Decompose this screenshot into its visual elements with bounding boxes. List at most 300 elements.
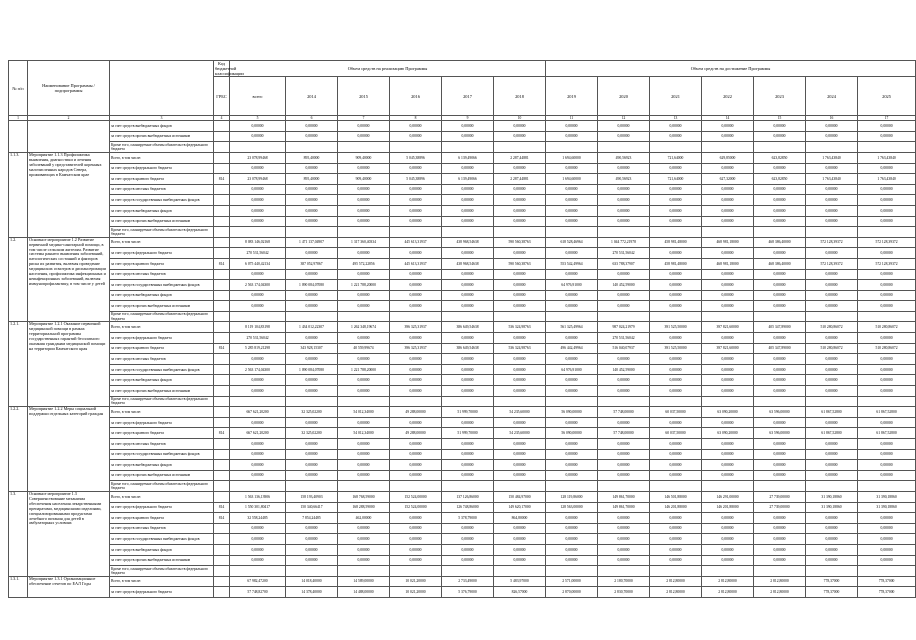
column-number: 14: [702, 116, 754, 121]
column-number: 12: [598, 116, 650, 121]
year-value: 0,00000: [650, 131, 702, 142]
budget-code: [214, 216, 230, 227]
year-value: 0,00000: [442, 184, 494, 195]
year-value: 0,00000: [442, 301, 494, 312]
table-header: [9, 61, 916, 121]
year-value: [702, 566, 754, 577]
year-value: 536 324,98763: [494, 343, 546, 354]
column-number: 9: [442, 116, 494, 121]
budget-code: [214, 301, 230, 312]
year-value: 14 589,00000: [338, 576, 390, 587]
funding-source: за счет средств местных бюджетов: [110, 523, 214, 534]
year-value: 1 763,43840: [858, 174, 916, 185]
year-value: 0,00000: [702, 544, 754, 555]
funding-source: Всего, в том числе:: [110, 407, 214, 418]
year-value: 0,00000: [598, 301, 650, 312]
table-row: [9, 566, 916, 577]
year-value: 2 287,44881: [494, 174, 546, 185]
year-value: [442, 311, 494, 322]
year-value: 150 340,66417: [286, 502, 338, 513]
funding-source: Кроме того, планируемые объемы обязательств федерального бюджета: [110, 396, 214, 407]
year-value: 0,00000: [702, 195, 754, 206]
year-value: [442, 396, 494, 407]
year-value: 150 484,97000: [494, 491, 546, 502]
funding-source: за счет средств федерального бюджета: [110, 587, 214, 598]
year-value: 0,00000: [598, 216, 650, 227]
funding-source: Всего, в том числе:: [110, 152, 214, 163]
year-value: 0,00000: [598, 417, 650, 428]
year-value: 149 620,17000: [494, 502, 546, 513]
year-value: 0,00000: [494, 375, 546, 386]
year-value: 0,00000: [806, 195, 858, 206]
table-row: [9, 216, 916, 227]
year-value: 0,00000: [286, 333, 338, 344]
year-value: 0,00000: [338, 269, 390, 280]
year-value: 0,00000: [702, 555, 754, 566]
year-value: 2 812,80000: [650, 576, 702, 587]
year-value: 0,00000: [598, 184, 650, 195]
year-value: 14 488,00000: [338, 587, 390, 598]
year-value: 0,00000: [754, 513, 806, 524]
year-value: 0,00000: [806, 449, 858, 460]
year-value: 396 325,31937: [390, 343, 442, 354]
budget-code: [214, 131, 230, 142]
year-value: 0,00000: [390, 269, 442, 280]
year-value: 49 288,00000: [390, 407, 442, 418]
year-value: 0,00000: [390, 205, 442, 216]
activity-name: Мероприятие 1.1.3 Профилактика выявления, диагностики и лечения заболеваний у представителей коренных малочисленных народов Севера, проживающих в Камчатском крае: [28, 152, 110, 237]
year-value: 536 324,98763: [494, 322, 546, 333]
year-value: 146 501,88000: [650, 491, 702, 502]
year-value: [390, 566, 442, 577]
year-value: [598, 396, 650, 407]
year-value: 0,00000: [286, 386, 338, 397]
year-value: [494, 227, 546, 238]
funding-source: за счет средств прочих внебюджетных источников: [110, 131, 214, 142]
year-value: 0,00000: [806, 470, 858, 481]
year-value: 0,00000: [858, 216, 916, 227]
table-row: [9, 439, 916, 450]
year-value: 2 287,44881: [494, 152, 546, 163]
year-value: 0,00000: [754, 163, 806, 174]
year-value: 0,00000: [650, 449, 702, 460]
budget-code: [214, 290, 230, 301]
year-value: 60 037,50000: [650, 428, 702, 439]
year-value: 0,00000: [598, 523, 650, 534]
funding-source: за счет средств краевого бюджета: [110, 428, 214, 439]
year-value: 458 981,48000: [650, 258, 702, 269]
funding-source: за счет средств внебюджетных фондов: [110, 290, 214, 301]
year-value: 510 280,86072: [858, 322, 916, 333]
year-value: 0,00000: [442, 195, 494, 206]
year-value: 458 981,48000: [650, 237, 702, 248]
year-value: 0,00000: [390, 354, 442, 365]
table-row: [9, 428, 916, 439]
year-value: 0,00000: [598, 195, 650, 206]
year-value: 590 560,38763: [494, 237, 546, 248]
total-value: 0,00000: [230, 375, 286, 386]
year-value: 0,00000: [598, 439, 650, 450]
budget-code: 814: [214, 502, 230, 513]
year-value: 405 347,89000: [754, 343, 806, 354]
budget-code: [214, 460, 230, 471]
column-number: 3: [110, 116, 214, 121]
year-value: 0,00000: [806, 131, 858, 142]
year-value: 0,00000: [390, 439, 442, 450]
year-value: 0,00000: [546, 417, 598, 428]
year-value: 0,00000: [598, 121, 650, 132]
year-value: 5 045,38896: [390, 152, 442, 163]
funding-source: за счет средств краевого бюджета: [110, 258, 214, 269]
year-value: 0,00000: [494, 184, 546, 195]
year-value: [806, 396, 858, 407]
year-value: 0,00000: [390, 216, 442, 227]
year-value: 0,00000: [754, 301, 806, 312]
year-value: 0,00000: [338, 248, 390, 259]
funding-source: за счет средств внебюджетных фондов: [110, 375, 214, 386]
header-year: 2025: [858, 77, 916, 116]
year-value: 0,00000: [546, 290, 598, 301]
year-value: 0,00000: [754, 449, 806, 460]
funding-source: Кроме того, планируемые объемы обязательств федерального бюджета: [110, 481, 214, 492]
year-value: 0,00000: [650, 248, 702, 259]
year-value: 510 280,86072: [806, 322, 858, 333]
budget-code: [214, 587, 230, 598]
budget-code: [214, 227, 230, 238]
year-value: 0,00000: [806, 216, 858, 227]
budget-code: [214, 375, 230, 386]
year-value: 572 128,39372: [858, 237, 916, 248]
total-value: 0,00000: [230, 354, 286, 365]
year-value: 0,00000: [442, 470, 494, 481]
year-value: 0,00000: [338, 555, 390, 566]
year-value: 0,00000: [754, 131, 806, 142]
budget-code: [214, 470, 230, 481]
year-value: 0,00000: [858, 269, 916, 280]
year-value: 0,00000: [754, 121, 806, 132]
year-value: [754, 227, 806, 238]
year-value: 54 012,34000: [338, 407, 390, 418]
year-value: [858, 142, 916, 153]
year-value: 445 613,31937: [390, 237, 442, 248]
year-value: 0,00000: [442, 449, 494, 460]
budget-code: [214, 163, 230, 174]
total-value: 5 285 819,21298: [230, 343, 286, 354]
year-value: 270 531,56042: [598, 248, 650, 259]
year-value: 396 325,31937: [390, 322, 442, 333]
year-value: [390, 481, 442, 492]
year-value: 778,37000: [858, 576, 916, 587]
budget-table: [8, 60, 916, 598]
total-value: 1 563 136,13906: [230, 491, 286, 502]
year-value: 445 613,31937: [390, 258, 442, 269]
year-value: [338, 396, 390, 407]
budget-code: [214, 491, 230, 502]
year-value: 0,00000: [754, 184, 806, 195]
table-row: [9, 375, 916, 386]
total-value: 32 558,24485: [230, 513, 286, 524]
year-value: 2 812,80000: [754, 576, 806, 587]
funding-source: за счет средств местных бюджетов: [110, 184, 214, 195]
year-value: 0,00000: [390, 163, 442, 174]
budget-code: [214, 354, 230, 365]
total-value: 0,00000: [230, 439, 286, 450]
year-value: 618 528,46964: [546, 237, 598, 248]
year-value: [754, 396, 806, 407]
funding-source: за счет средств государственных внебюджетных фондов: [110, 195, 214, 206]
table-row: [9, 587, 916, 598]
year-value: 2 812,80000: [650, 587, 702, 598]
year-value: 0,00000: [650, 460, 702, 471]
year-value: 0,00000: [858, 131, 916, 142]
year-value: 391 525,50000: [650, 322, 702, 333]
total-value: 0,00000: [230, 534, 286, 545]
funding-source: за счет средств федерального бюджета: [110, 163, 214, 174]
year-value: [650, 142, 702, 153]
year-value: 0,00000: [286, 555, 338, 566]
year-value: 0,00000: [286, 195, 338, 206]
year-value: 32 325,02200: [286, 428, 338, 439]
year-value: 1 317 360,40334: [338, 237, 390, 248]
year-value: 6 139,49066: [442, 174, 494, 185]
column-number: 7: [338, 116, 390, 121]
funding-source: за счет средств внебюджетных фондов: [110, 544, 214, 555]
year-value: [546, 227, 598, 238]
year-value: 1 044 772,21978: [598, 237, 650, 248]
year-value: 0,00000: [390, 417, 442, 428]
year-value: 0,00000: [338, 470, 390, 481]
activity-name: [28, 121, 110, 153]
budget-code: [214, 417, 230, 428]
table-row: [9, 523, 916, 534]
year-value: 0,00000: [442, 354, 494, 365]
year-value: 0,00000: [650, 216, 702, 227]
column-number: 11: [546, 116, 598, 121]
row-number: 1.3.1.: [9, 576, 28, 597]
year-value: 0,00000: [442, 280, 494, 291]
year-value: 0,00000: [442, 269, 494, 280]
year-value: 146 291,00000: [702, 491, 754, 502]
year-value: 0,00000: [390, 248, 442, 259]
year-value: 0,00000: [390, 184, 442, 195]
year-value: 0,00000: [546, 513, 598, 524]
year-value: 0,00000: [806, 513, 858, 524]
year-value: 0,00000: [754, 205, 806, 216]
year-value: 49 288,00000: [390, 428, 442, 439]
year-value: 0,00000: [754, 523, 806, 534]
year-value: [286, 227, 338, 238]
year-value: [650, 396, 702, 407]
year-value: 0,00000: [494, 354, 546, 365]
year-value: 909,40000: [338, 174, 390, 185]
year-value: 61 867,52800: [858, 428, 916, 439]
year-value: 1 262 348,19674: [338, 322, 390, 333]
year-value: 0,00000: [494, 269, 546, 280]
year-value: 0,00000: [858, 386, 916, 397]
year-value: 0,00000: [546, 195, 598, 206]
year-value: 0,00000: [338, 290, 390, 301]
year-value: [338, 142, 390, 153]
year-value: [442, 142, 494, 153]
header-year: 2015: [338, 77, 390, 116]
total-value: 0,00000: [230, 121, 286, 132]
year-value: 1 090 084,07080: [286, 280, 338, 291]
year-value: 0,00000: [754, 280, 806, 291]
year-value: 0,00000: [338, 544, 390, 555]
year-value: 0,00000: [546, 131, 598, 142]
year-value: 0,00000: [494, 364, 546, 375]
year-value: 0,00000: [858, 449, 916, 460]
budget-code: [214, 407, 230, 418]
year-value: 0,00000: [546, 439, 598, 450]
year-value: 1 694,60000: [546, 152, 598, 163]
year-value: 0,00000: [806, 386, 858, 397]
budget-code: [214, 269, 230, 280]
table-row: [9, 555, 916, 566]
year-value: 627,32000: [702, 174, 754, 185]
year-value: 0,00000: [598, 555, 650, 566]
year-value: 0,00000: [338, 205, 390, 216]
table-row: [9, 386, 916, 397]
table-row: [9, 470, 916, 481]
year-value: 0,00000: [442, 460, 494, 471]
year-value: 0,00000: [286, 523, 338, 534]
year-value: 6 139,49066: [442, 152, 494, 163]
year-value: 140 452,59000: [598, 280, 650, 291]
year-value: 0,00000: [338, 195, 390, 206]
year-value: 0,00000: [650, 333, 702, 344]
year-value: 343 928,15307: [286, 343, 338, 354]
year-value: 0,00000: [702, 460, 754, 471]
year-value: 0,00000: [546, 301, 598, 312]
total-value: 67 982,47200: [230, 576, 286, 587]
year-value: 0,00000: [546, 555, 598, 566]
year-value: 0,00000: [286, 269, 338, 280]
funding-source: за счет средств местных бюджетов: [110, 269, 214, 280]
year-value: [546, 142, 598, 153]
year-value: 629,85000: [702, 152, 754, 163]
year-value: 778,37000: [806, 576, 858, 587]
year-value: 590 560,38763: [494, 258, 546, 269]
total-value: 0,00000: [230, 163, 286, 174]
year-value: 1 434 012,22307: [286, 322, 338, 333]
year-value: 0,00000: [650, 354, 702, 365]
year-value: 0,00000: [754, 290, 806, 301]
budget-code: [214, 152, 230, 163]
table-row: [9, 301, 916, 312]
total-value: 667 621,20200: [230, 428, 286, 439]
year-value: 0,00000: [650, 290, 702, 301]
year-value: 0,00000: [494, 417, 546, 428]
year-value: 0,00000: [754, 269, 806, 280]
year-value: 0,00000: [702, 333, 754, 344]
year-value: 0,00000: [650, 417, 702, 428]
year-value: 468 981,18000: [702, 258, 754, 269]
year-value: 0,00000: [494, 216, 546, 227]
year-value: [390, 142, 442, 153]
year-value: 0,00000: [806, 544, 858, 555]
year-value: 895,40000: [286, 174, 338, 185]
table-row: [9, 280, 916, 291]
table-row: [9, 248, 916, 259]
year-value: [442, 481, 494, 492]
year-value: 0,00000: [286, 248, 338, 259]
year-value: 572 128,39372: [806, 258, 858, 269]
year-value: 0,00000: [390, 449, 442, 460]
year-value: 0,00000: [806, 280, 858, 291]
table-row: [9, 417, 916, 428]
total-value: 1 550 301,80417: [230, 502, 286, 513]
year-value: 0,00000: [494, 301, 546, 312]
year-value: [858, 311, 916, 322]
year-value: 0,00000: [390, 364, 442, 375]
year-value: 0,00000: [858, 523, 916, 534]
year-value: [702, 396, 754, 407]
year-value: [702, 227, 754, 238]
year-value: 0,00000: [702, 280, 754, 291]
year-value: 63 596,00000: [754, 428, 806, 439]
year-value: [390, 311, 442, 322]
year-value: [338, 311, 390, 322]
year-value: 0,00000: [442, 534, 494, 545]
year-value: 0,00000: [286, 417, 338, 428]
year-value: [650, 227, 702, 238]
year-value: 0,00000: [702, 417, 754, 428]
year-value: 386 649,54638: [442, 322, 494, 333]
year-value: 0,00000: [390, 333, 442, 344]
year-value: 60 037,50000: [650, 407, 702, 418]
year-value: [806, 311, 858, 322]
funding-source: Кроме того, планируемые объемы обязательств федерального бюджета: [110, 566, 214, 577]
year-value: 0,00000: [650, 386, 702, 397]
year-value: [390, 227, 442, 238]
year-value: [858, 396, 916, 407]
year-value: 64 976,91000: [546, 364, 598, 375]
year-value: 0,00000: [806, 163, 858, 174]
year-value: 0,00000: [286, 184, 338, 195]
table-row: [9, 460, 916, 471]
year-value: 1 471 137,04907: [286, 237, 338, 248]
table-row: [9, 237, 916, 248]
year-value: 0,00000: [650, 534, 702, 545]
year-value: [390, 396, 442, 407]
year-value: 0,00000: [338, 386, 390, 397]
year-value: [806, 227, 858, 238]
year-value: 0,00000: [806, 555, 858, 566]
year-value: 0,00000: [598, 205, 650, 216]
budget-code: [214, 280, 230, 291]
year-value: 0,00000: [494, 439, 546, 450]
year-value: 0,00000: [754, 460, 806, 471]
year-value: 0,00000: [390, 513, 442, 524]
year-value: 0,00000: [858, 439, 916, 450]
funding-source: за счет средств государственных внебюджетных фондов: [110, 534, 214, 545]
year-value: 0,00000: [494, 163, 546, 174]
table-row: [9, 407, 916, 418]
budget-code: [214, 544, 230, 555]
year-value: [546, 566, 598, 577]
budget-code: 814: [214, 258, 230, 269]
total-value: 270 531,56042: [230, 248, 286, 259]
total-value: 0,00000: [230, 449, 286, 460]
year-value: 397 821,60000: [702, 343, 754, 354]
year-value: 0,00000: [390, 460, 442, 471]
year-value: 0,00000: [702, 364, 754, 375]
year-value: 721,64000: [650, 174, 702, 185]
year-value: 168 768,59000: [338, 491, 390, 502]
year-value: 63 090,20000: [702, 428, 754, 439]
year-value: 495 572,22856: [338, 258, 390, 269]
